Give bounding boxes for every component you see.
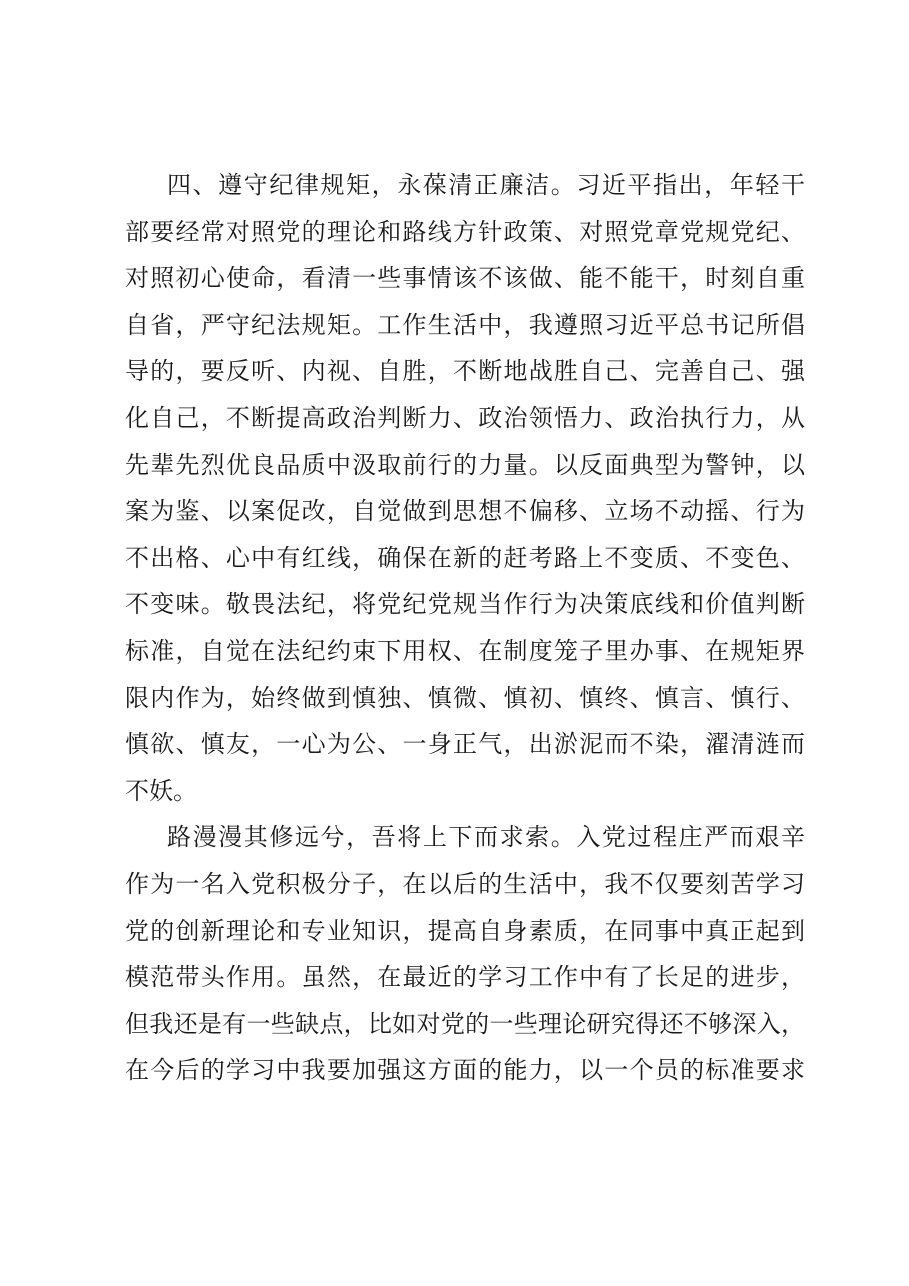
- text-line: 但我还是有一些缺点，比如对党的一些理论研究得还不够深入，: [125, 1009, 805, 1038]
- text-line: 限内作为，始终做到慎独、慎微、慎初、慎终、慎言、慎行、: [125, 683, 805, 712]
- text-line: 在今后的学习中我要加强这方面的能力，以一个员的标准要求: [125, 1056, 805, 1085]
- text-line: 导的，要反听、内视、自胜，不断地战胜自己、完善自己、强: [125, 357, 805, 386]
- paragraph-discipline: [125, 162, 805, 814]
- text-line: 标准，自觉在法纪约束下用权、在制度笼子里办事、在规矩界: [125, 636, 805, 665]
- text-line: 作为一名入党积极分子，在以后的生活中，我不仅要刻苦学习: [125, 869, 805, 898]
- body-text: [125, 162, 805, 1094]
- text-line: 案为鉴、以案促改，自觉做到思想不偏移、立场不动摇、行为: [125, 497, 805, 526]
- text-line: 四、遵守纪律规矩，永葆清正廉洁。习近平指出，年轻干: [167, 171, 805, 199]
- text-line: 自省，严守纪法规矩。工作生活中，我遵照习近平总书记所倡: [125, 310, 805, 339]
- text-line: 先辈先烈优良品质中汲取前行的力量。以反面典型为警钟，以: [125, 450, 805, 479]
- text-line: 化自己，不断提高政治判断力、政治领悟力、政治执行力，从: [125, 403, 805, 432]
- text-line: 慎欲、慎友，一心为公、一身正气，出淤泥而不染，濯清涟而: [125, 730, 805, 759]
- text-line: 路漫漫其修远兮，吾将上下而求索。入党过程庄严而艰辛: [167, 823, 805, 852]
- text-line: 对照初心使命，看清一些事情该不该做、能不能干，时刻自重: [125, 264, 805, 293]
- text-line: 部要经常对照党的理论和路线方针政策、对照党章党规党纪、: [125, 217, 805, 246]
- text-line: 不出格、心中有红线，确保在新的赶考路上不变质、不变色、: [125, 543, 805, 572]
- text-line: 不妖。: [125, 776, 197, 805]
- text-line: 不变味。敬畏法纪，将党纪党规当作行为决策底线和价值判断: [125, 590, 805, 619]
- paragraph-conclusion: [125, 814, 805, 1094]
- text-line: 党的创新理论和专业知识，提高自身素质，在同事中真正起到: [125, 916, 805, 945]
- text-line: 模范带头作用。虽然，在最近的学习工作中有了长足的进步，: [125, 963, 805, 992]
